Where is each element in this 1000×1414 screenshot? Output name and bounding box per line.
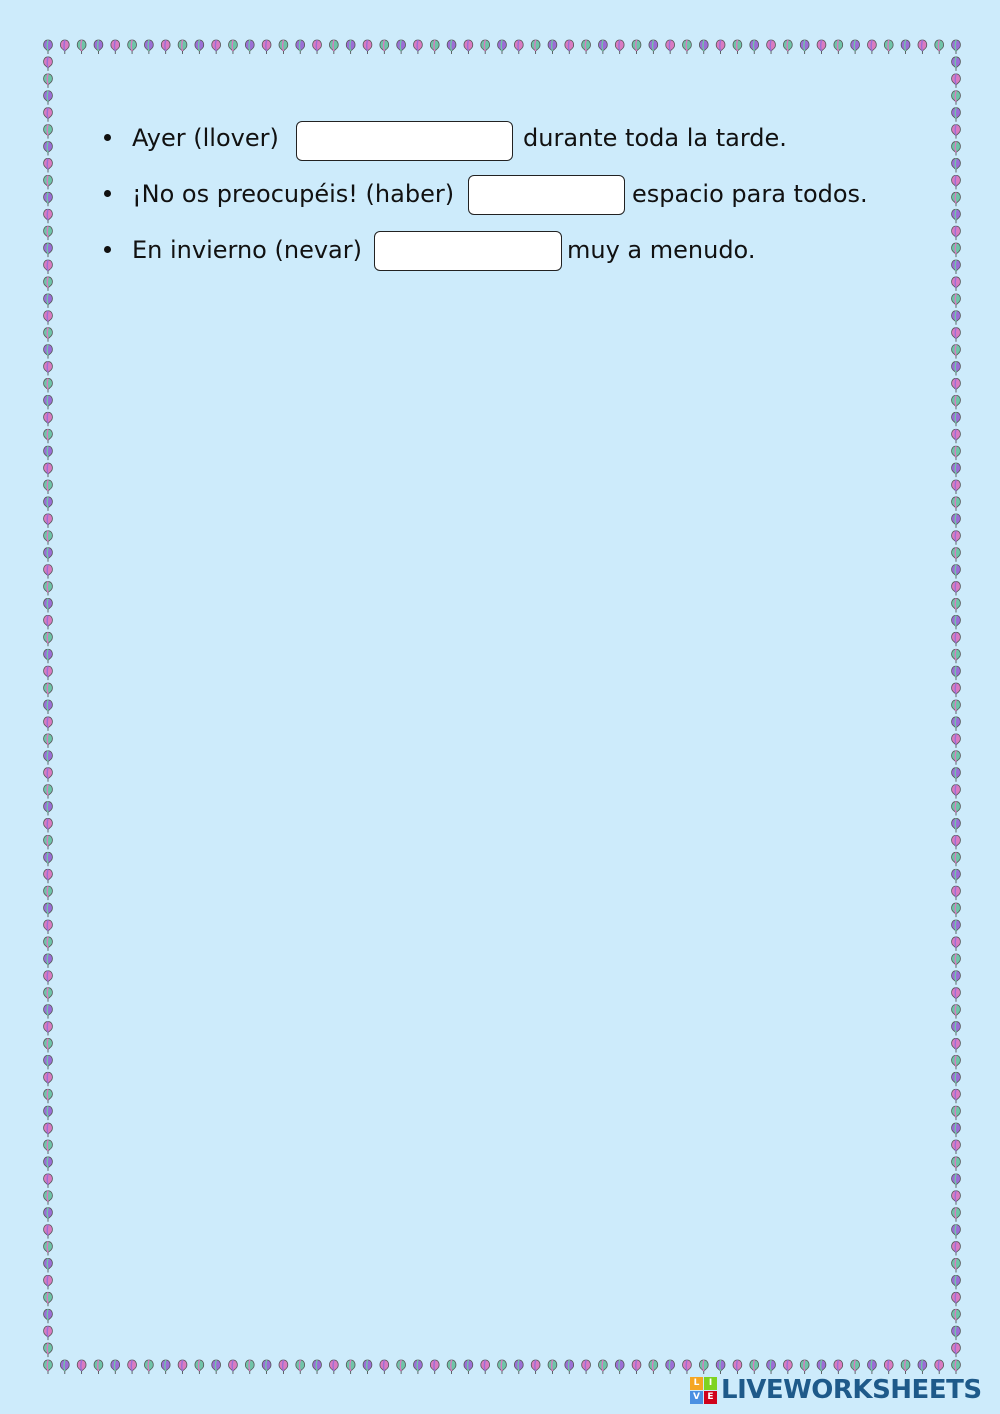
balloon-icon: [498, 1360, 507, 1374]
balloon-icon: [161, 40, 170, 54]
balloon-icon: [952, 142, 961, 156]
balloon-icon: [817, 40, 826, 54]
item-prompt: Ayer (llover): [132, 124, 279, 152]
balloon-icon: [901, 1360, 910, 1374]
balloon-icon: [44, 852, 53, 866]
balloon-icon: [952, 277, 961, 291]
balloon-icon: [44, 463, 53, 477]
balloon-icon: [44, 91, 53, 105]
balloon-icon: [952, 1038, 961, 1052]
balloon-icon: [783, 40, 792, 54]
balloon-icon: [565, 40, 574, 54]
exercise-item-1: [132, 116, 279, 160]
balloon-icon: [44, 243, 53, 257]
balloon-icon: [44, 971, 53, 985]
balloon-icon: [952, 886, 961, 900]
balloon-icon: [44, 649, 53, 663]
balloon-icon: [952, 1005, 961, 1019]
balloon-icon: [952, 192, 961, 206]
balloon-icon: [44, 1089, 53, 1103]
balloon-icon: [599, 40, 608, 54]
balloon-icon: [44, 920, 53, 934]
balloon-icon: [952, 531, 961, 545]
balloon-icon: [44, 1258, 53, 1272]
exercise-item-1-tail: [523, 116, 787, 160]
balloon-icon: [44, 531, 53, 545]
balloon-icon: [44, 615, 53, 629]
balloon-icon: [952, 1106, 961, 1120]
balloon-icon: [514, 40, 523, 54]
balloon-icon: [952, 582, 961, 596]
balloon-icon: [952, 57, 961, 71]
balloon-icon: [44, 1055, 53, 1069]
balloon-icon: [44, 395, 53, 409]
balloon-icon: [952, 91, 961, 105]
balloon-icon: [145, 1360, 154, 1374]
balloon-icon: [952, 802, 961, 816]
balloon-icon: [649, 1360, 658, 1374]
balloon-icon: [44, 429, 53, 443]
balloon-icon: [952, 328, 961, 342]
balloon-icon: [44, 802, 53, 816]
balloon-icon: [380, 1360, 389, 1374]
balloon-icon: [161, 1360, 170, 1374]
balloon-icon: [952, 1022, 961, 1036]
balloon-icon: [44, 700, 53, 714]
balloon-icon: [44, 937, 53, 951]
balloon-icon: [952, 717, 961, 731]
balloon-icon: [952, 852, 961, 866]
balloon-icon: [44, 1275, 53, 1289]
balloon-icon: [952, 835, 961, 849]
balloon-icon: [952, 1191, 961, 1205]
balloon-icon: [44, 480, 53, 494]
balloon-icon: [952, 243, 961, 257]
balloon-icon: [447, 1360, 456, 1374]
balloon-icon: [952, 260, 961, 274]
balloon-icon: [952, 1275, 961, 1289]
balloon-icon: [229, 40, 238, 54]
balloon-icon: [952, 988, 961, 1002]
balloon-icon: [767, 40, 776, 54]
balloon-icon: [632, 40, 641, 54]
bullet: [104, 190, 111, 197]
balloon-icon: [128, 1360, 137, 1374]
balloon-icon: [952, 311, 961, 325]
balloon-icon: [817, 1360, 826, 1374]
balloon-icon: [952, 565, 961, 579]
balloon-icon: [44, 125, 53, 139]
balloon-icon: [44, 768, 53, 782]
balloon-icon: [952, 1055, 961, 1069]
balloon-icon: [44, 1157, 53, 1171]
balloon-icon: [44, 1208, 53, 1222]
balloon-icon: [313, 1360, 322, 1374]
balloon-icon: [851, 40, 860, 54]
balloon-icon: [178, 40, 187, 54]
balloon-icon: [44, 954, 53, 968]
balloon-icon: [111, 40, 120, 54]
balloon-icon: [44, 1191, 53, 1205]
logo-letter: I: [704, 1377, 717, 1390]
balloon-icon: [952, 903, 961, 917]
balloon-icon: [615, 40, 624, 54]
balloon-icon: [44, 903, 53, 917]
balloon-icon: [44, 57, 53, 71]
balloon-icon: [195, 40, 204, 54]
exercise-item-3-tail: [567, 228, 755, 272]
balloon-icon: [582, 1360, 591, 1374]
logo-letter: L: [690, 1377, 703, 1390]
balloon-icon: [44, 632, 53, 646]
balloon-icon: [44, 74, 53, 88]
balloon-icon: [952, 1242, 961, 1256]
balloon-icon: [363, 1360, 372, 1374]
balloon-icon: [952, 683, 961, 697]
balloon-icon: [952, 108, 961, 122]
balloon-icon: [733, 40, 742, 54]
balloon-icon: [212, 40, 221, 54]
balloon-icon: [952, 1208, 961, 1222]
balloon-icon: [44, 666, 53, 680]
balloon-icon: [952, 1072, 961, 1086]
balloon-icon: [111, 1360, 120, 1374]
balloon-icon: [44, 1309, 53, 1323]
balloon-icon: [952, 1140, 961, 1154]
balloon-icon: [514, 1360, 523, 1374]
balloon-icon: [44, 497, 53, 511]
balloon-icon: [952, 1123, 961, 1137]
balloon-icon: [44, 108, 53, 122]
balloon-icon: [834, 1360, 843, 1374]
answer-field-1[interactable]: [296, 121, 513, 161]
balloon-icon: [44, 260, 53, 274]
balloon-icon: [952, 768, 961, 782]
balloon-icon: [952, 1225, 961, 1239]
balloon-icon: [44, 582, 53, 596]
balloon-icon: [952, 412, 961, 426]
balloon-icon: [952, 294, 961, 308]
balloon-icon: [44, 1360, 53, 1374]
balloon-icon: [44, 1292, 53, 1306]
balloon-icon: [952, 818, 961, 832]
balloon-icon: [952, 548, 961, 562]
balloon-icon: [77, 40, 86, 54]
balloon-icon: [952, 429, 961, 443]
balloon-icon: [582, 40, 591, 54]
liveworksheets-logo[interactable]: [690, 1376, 982, 1404]
balloon-icon: [699, 40, 708, 54]
balloon-icon: [279, 1360, 288, 1374]
balloon-icon: [716, 1360, 725, 1374]
balloon-icon: [683, 40, 692, 54]
balloon-icon: [952, 480, 961, 494]
balloon-icon: [952, 497, 961, 511]
balloon-icon: [952, 345, 961, 359]
balloon-icon: [733, 1360, 742, 1374]
answer-field-2[interactable]: [468, 175, 625, 215]
balloon-icon: [565, 1360, 574, 1374]
balloon-icon: [44, 1038, 53, 1052]
balloon-icon: [44, 158, 53, 172]
balloon-icon: [952, 632, 961, 646]
balloon-icon: [952, 734, 961, 748]
balloon-icon: [44, 1242, 53, 1256]
balloon-icon: [329, 40, 338, 54]
balloon-icon: [44, 1022, 53, 1036]
balloon-icon: [952, 1309, 961, 1323]
balloon-icon: [464, 1360, 473, 1374]
balloon-icon: [414, 1360, 423, 1374]
balloon-icon: [666, 1360, 675, 1374]
item-prompt: ¡No os preocupéis! (haber): [132, 180, 455, 208]
balloon-icon: [44, 818, 53, 832]
balloon-icon: [531, 1360, 540, 1374]
item-continuation: espacio para todos.: [632, 180, 868, 208]
balloon-icon: [346, 1360, 355, 1374]
balloon-icon: [44, 192, 53, 206]
balloon-icon: [44, 835, 53, 849]
balloon-icon: [44, 1140, 53, 1154]
balloon-icon: [60, 40, 69, 54]
balloon-icon: [447, 40, 456, 54]
balloon-icon: [464, 40, 473, 54]
balloon-icon: [952, 954, 961, 968]
balloon-icon: [44, 294, 53, 308]
balloon-icon: [952, 937, 961, 951]
balloon-icon: [44, 226, 53, 240]
balloon-icon: [44, 345, 53, 359]
balloon-icon: [952, 463, 961, 477]
balloon-icon: [548, 1360, 557, 1374]
balloon-icon: [952, 666, 961, 680]
balloon-icon: [868, 1360, 877, 1374]
balloon-icon: [649, 40, 658, 54]
balloon-icon: [44, 1005, 53, 1019]
exercise-item-3: [132, 228, 362, 272]
balloon-icon: [834, 40, 843, 54]
balloon-icon: [952, 615, 961, 629]
balloon-icon: [380, 40, 389, 54]
balloon-icon: [952, 74, 961, 88]
logo-letter: E: [704, 1391, 717, 1404]
balloon-icon: [44, 717, 53, 731]
balloon-icon: [952, 785, 961, 799]
balloon-icon: [397, 40, 406, 54]
balloon-icon: [952, 971, 961, 985]
balloon-icon: [498, 40, 507, 54]
balloon-icon: [44, 988, 53, 1002]
balloon-icon: [128, 40, 137, 54]
balloon-icon: [952, 514, 961, 528]
balloon-icon: [952, 209, 961, 223]
balloon-icon: [952, 125, 961, 139]
balloon-icon: [800, 1360, 809, 1374]
balloon-icon: [952, 649, 961, 663]
balloon-icon: [918, 1360, 927, 1374]
balloon-icon: [952, 1089, 961, 1103]
balloon-icon: [94, 40, 103, 54]
balloon-icon: [296, 1360, 305, 1374]
balloon-icon: [44, 785, 53, 799]
balloon-icon: [632, 1360, 641, 1374]
balloon-icon: [44, 565, 53, 579]
balloon-icon: [430, 40, 439, 54]
balloon-icon: [683, 1360, 692, 1374]
balloon-icon: [615, 1360, 624, 1374]
balloon-icon: [952, 1326, 961, 1340]
balloon-icon: [414, 40, 423, 54]
balloon-icon: [901, 40, 910, 54]
exercise-item-2: [132, 172, 454, 216]
balloon-icon: [296, 40, 305, 54]
balloon-icon: [363, 40, 372, 54]
balloon-icon: [750, 1360, 759, 1374]
balloon-icon: [935, 1360, 944, 1374]
balloon-icon: [767, 1360, 776, 1374]
balloon-icon: [44, 378, 53, 392]
balloon-icon: [44, 1174, 53, 1188]
exercise-item-2-tail: [632, 172, 868, 216]
balloon-icon: [531, 40, 540, 54]
balloon-icon: [868, 40, 877, 54]
balloon-icon: [44, 175, 53, 189]
balloon-icon: [44, 277, 53, 291]
balloon-icon: [262, 40, 271, 54]
balloon-icon: [952, 1292, 961, 1306]
balloon-icon: [44, 514, 53, 528]
balloon-icon: [952, 362, 961, 376]
balloon-icon: [952, 175, 961, 189]
balloon-icon: [44, 1123, 53, 1137]
balloon-icon: [783, 1360, 792, 1374]
balloon-icon: [212, 1360, 221, 1374]
balloon-icon: [548, 40, 557, 54]
balloon-icon: [884, 40, 893, 54]
balloon-icon: [44, 1343, 53, 1357]
balloon-icon: [262, 1360, 271, 1374]
balloon-icon: [716, 40, 725, 54]
item-prompt: En invierno (nevar): [132, 236, 362, 264]
balloon-icon: [245, 1360, 254, 1374]
balloon-icon: [851, 1360, 860, 1374]
balloon-icon: [44, 1326, 53, 1340]
balloon-icon: [481, 40, 490, 54]
balloon-icon: [952, 1360, 961, 1374]
balloon-icon: [884, 1360, 893, 1374]
balloon-icon: [599, 1360, 608, 1374]
balloon-icon: [60, 1360, 69, 1374]
balloon-icon: [952, 226, 961, 240]
balloon-icon: [952, 1174, 961, 1188]
balloon-icon: [430, 1360, 439, 1374]
balloon-icon: [44, 362, 53, 376]
bullet: [104, 246, 111, 253]
balloon-icon: [94, 1360, 103, 1374]
balloon-icon: [329, 1360, 338, 1374]
balloon-icon: [44, 598, 53, 612]
logo-letter: V: [690, 1391, 703, 1404]
balloon-icon: [952, 920, 961, 934]
balloon-icon: [952, 1258, 961, 1272]
balloon-icon: [44, 683, 53, 697]
balloon-icon: [44, 1072, 53, 1086]
balloon-icon: [918, 40, 927, 54]
balloon-icon: [44, 311, 53, 325]
balloon-icon: [44, 1106, 53, 1120]
balloon-icon: [229, 1360, 238, 1374]
balloon-icon: [195, 1360, 204, 1374]
balloon-icon: [44, 209, 53, 223]
balloon-icon: [935, 40, 944, 54]
balloon-icon: [666, 40, 675, 54]
balloon-icon: [952, 700, 961, 714]
balloon-icon: [178, 1360, 187, 1374]
balloon-icon: [952, 395, 961, 409]
balloon-icon: [313, 40, 322, 54]
logo-text: LIVEWORKSHEETS: [721, 1375, 982, 1405]
balloon-icon: [952, 40, 961, 54]
answer-field-3[interactable]: [374, 231, 562, 271]
balloon-icon: [952, 751, 961, 765]
balloon-icon: [44, 869, 53, 883]
balloon-icon: [699, 1360, 708, 1374]
balloon-icon: [750, 40, 759, 54]
balloon-icon: [77, 1360, 86, 1374]
balloon-icon: [44, 40, 53, 54]
item-continuation: durante toda la tarde.: [523, 124, 787, 152]
balloon-icon: [44, 328, 53, 342]
balloon-icon: [952, 1343, 961, 1357]
balloon-icon: [952, 158, 961, 172]
balloon-icon: [44, 548, 53, 562]
item-continuation: muy a menudo.: [567, 236, 756, 264]
balloon-icon: [145, 40, 154, 54]
balloon-icon: [952, 378, 961, 392]
balloon-icon: [245, 40, 254, 54]
balloon-icon: [44, 412, 53, 426]
logo-mark-icon: [690, 1377, 717, 1404]
balloon-icon: [952, 446, 961, 460]
balloon-icon: [44, 751, 53, 765]
balloon-icon: [800, 40, 809, 54]
balloon-icon: [346, 40, 355, 54]
balloon-icon: [44, 446, 53, 460]
balloon-icon: [481, 1360, 490, 1374]
balloon-icon: [44, 142, 53, 156]
bullet: [104, 134, 111, 141]
balloon-icon: [44, 886, 53, 900]
balloon-icon: [952, 869, 961, 883]
balloon-icon: [44, 734, 53, 748]
balloon-icon: [279, 40, 288, 54]
balloon-icon: [44, 1225, 53, 1239]
balloon-icon: [397, 1360, 406, 1374]
balloon-icon: [952, 1157, 961, 1171]
balloon-icon: [952, 598, 961, 612]
